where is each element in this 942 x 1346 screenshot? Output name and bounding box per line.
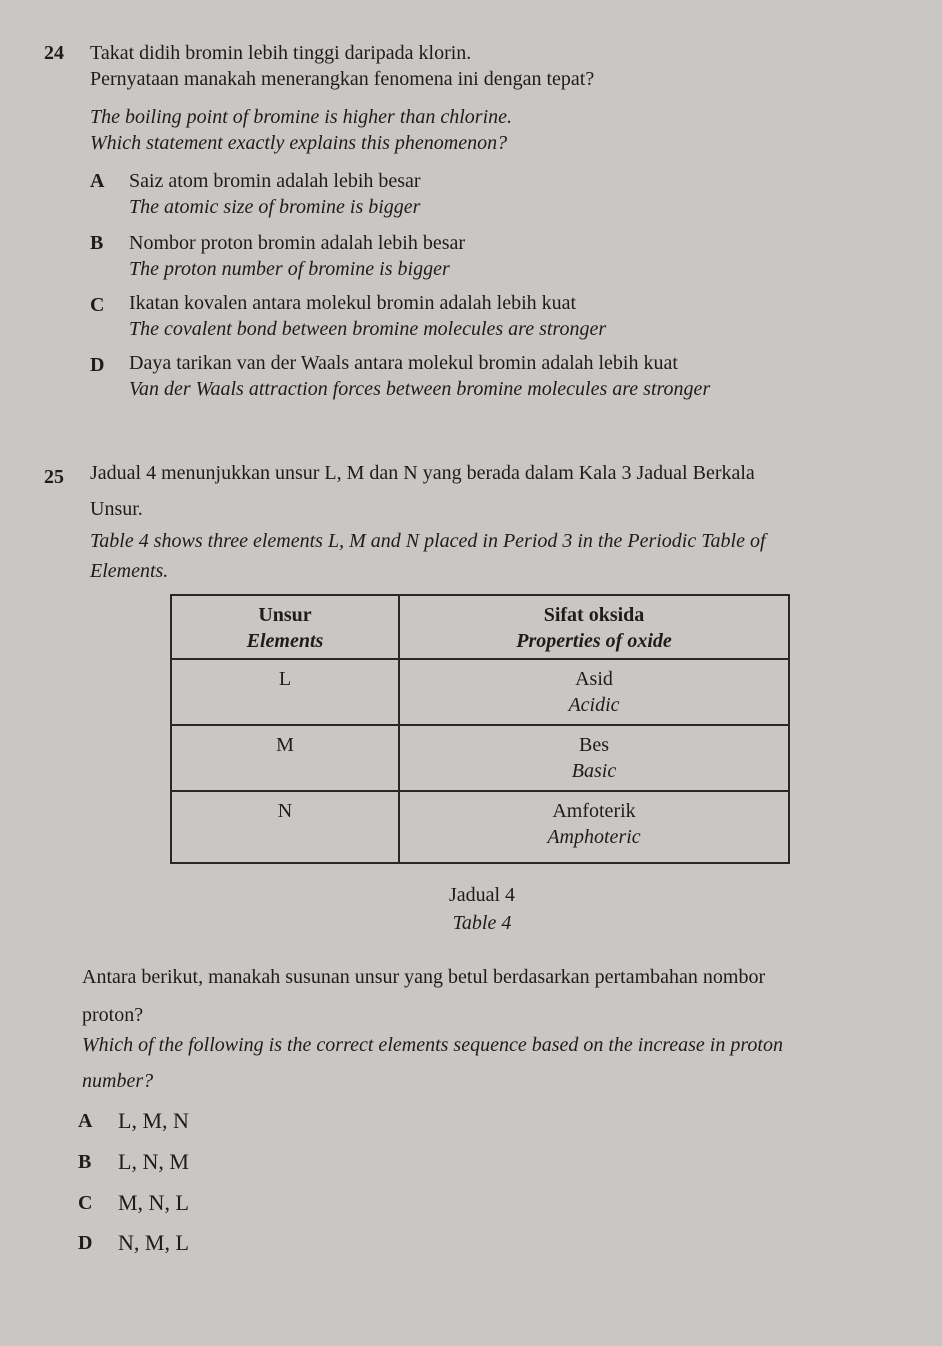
oxide-ms: Bes <box>579 734 609 756</box>
element-cell: N <box>171 791 399 863</box>
question-24-number: 24 <box>44 42 64 64</box>
q24-option-d-ms: Daya tarikan van der Waals antara molekul bromin adalah lebih kuat <box>129 352 678 374</box>
header-elements-en: Elements <box>246 630 324 652</box>
header-elements <box>171 595 399 659</box>
question-25-intro-en-1: Table 4 shows three elements L, M and N placed in Period 3 in the Periodic Table of <box>90 530 766 552</box>
q24-option-a-en: The atomic size of bromine is bigger <box>129 196 421 218</box>
question-24-stem-en-2: Which statement exactly explains this phenomenon? <box>90 132 508 154</box>
q24-option-d-en: Van der Waals attraction forces between bromine molecules are stronger <box>129 378 711 400</box>
question-25-en-1: Which of the following is the correct elements sequence based on the increase in proton <box>82 1034 783 1056</box>
oxide-en: Acidic <box>568 694 620 716</box>
q24-option-b-en: The proton number of bromine is bigger <box>129 258 450 280</box>
question-25-number: 25 <box>44 466 64 488</box>
q24-option-a-letter[interactable]: A <box>90 170 105 192</box>
oxide-ms: Amfoterik <box>552 800 636 822</box>
oxide-en: Basic <box>571 760 617 782</box>
table-row <box>171 791 789 863</box>
question-24-stem-ms-1: Takat didih bromin lebih tinggi daripada klorin. <box>90 42 472 64</box>
q25-option-a-text: L, M, N <box>118 1108 189 1133</box>
oxide-cell <box>399 725 789 791</box>
element-cell: M <box>171 725 399 791</box>
q25-option-b-letter[interactable]: B <box>78 1151 92 1173</box>
header-properties-ms: Sifat oksida <box>543 604 645 626</box>
q24-option-b-letter[interactable]: B <box>90 232 104 254</box>
header-properties-en: Properties of oxide <box>516 630 672 652</box>
q25-option-d-text: N, M, L <box>118 1230 189 1255</box>
table-row <box>171 725 789 791</box>
table-caption-ms: Jadual 4 <box>448 884 516 906</box>
q24-option-c-letter[interactable]: C <box>90 294 105 316</box>
oxide-en: Amphoteric <box>547 826 641 848</box>
q25-option-c-letter[interactable]: C <box>78 1192 93 1214</box>
q25-option-d-letter[interactable]: D <box>78 1232 93 1254</box>
q24-option-c-en: The covalent bond between bromine molecules are stronger <box>129 318 607 340</box>
q24-option-b-ms: Nombor proton bromin adalah lebih besar <box>129 232 466 254</box>
table-caption-en: Table 4 <box>452 912 512 934</box>
q25-option-c-text: M, N, L <box>118 1190 189 1215</box>
oxide-cell <box>399 791 789 863</box>
question-25-intro-en-2: Elements. <box>90 560 169 582</box>
oxide-cell <box>399 659 789 725</box>
question-25-intro-ms-1: Jadual 4 menunjukkan unsur L, M dan N yang berada dalam Kala 3 Jadual Berkala <box>90 462 755 484</box>
question-25-en-2: number? <box>82 1070 154 1092</box>
header-properties <box>399 595 789 659</box>
oxide-ms: Asid <box>575 668 613 690</box>
element-cell: L <box>171 659 399 725</box>
q24-option-a-ms: Saiz atom bromin adalah lebih besar <box>129 170 421 192</box>
table-header-row <box>171 595 789 659</box>
question-25-ms-2: proton? <box>82 1004 144 1026</box>
question-25-intro-ms-2: Unsur. <box>90 498 143 520</box>
question-24-stem-ms-2: Pernyataan manakah menerangkan fenomena ini dengan tepat? <box>90 68 595 90</box>
question-24-stem-en-1: The boiling point of bromine is higher than chlorine. <box>90 106 513 128</box>
q25-option-b-text: L, N, M <box>118 1149 189 1174</box>
q25-option-a-letter[interactable]: A <box>78 1110 93 1132</box>
table-4 <box>170 594 790 864</box>
q24-option-d-letter[interactable]: D <box>90 354 105 376</box>
header-elements-ms: Unsur <box>258 604 312 626</box>
question-25-ms-1: Antara berikut, manakah susunan unsur yang betul berdasarkan pertambahan nombor <box>82 966 766 988</box>
q24-option-c-ms: Ikatan kovalen antara molekul bromin adalah lebih kuat <box>129 292 577 314</box>
table-row <box>171 659 789 725</box>
